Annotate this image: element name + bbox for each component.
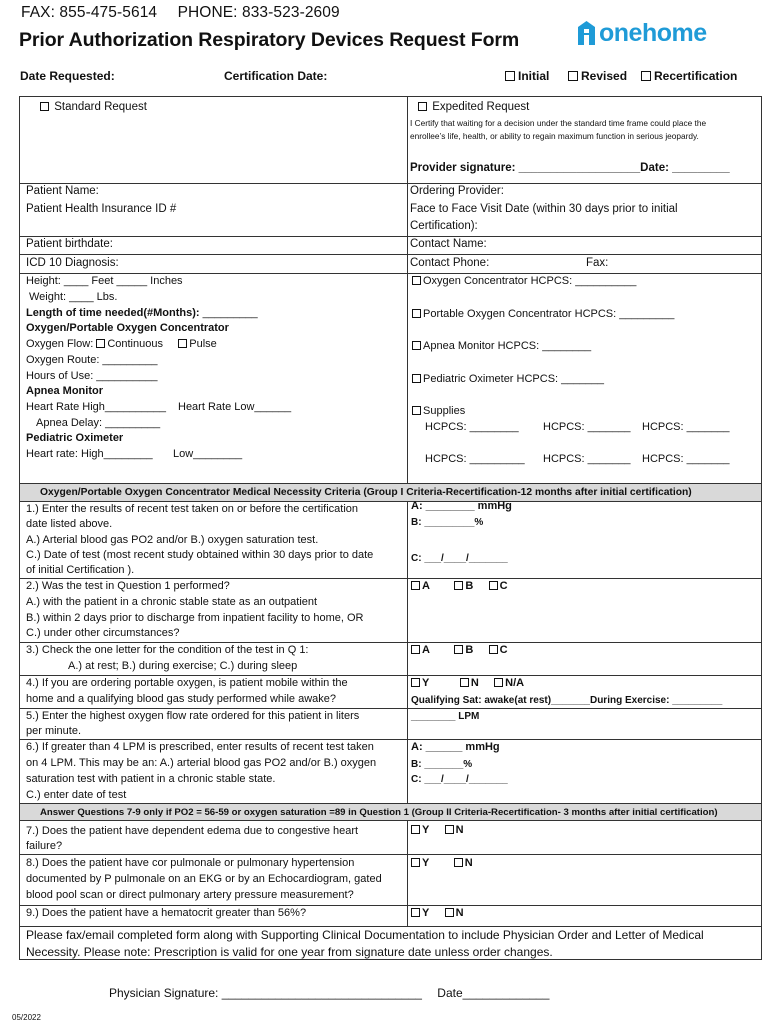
q6-line-2: on 4 LPM. This may be an: A.) arterial blood gas PO2 and/or B.) oxygen <box>26 757 377 769</box>
hours-of-use-field[interactable]: Hours of Use: __________ <box>26 370 158 382</box>
oxygen-route-field[interactable]: Oxygen Route: _________ <box>26 354 158 366</box>
contact-phone-label[interactable]: Contact Phone: <box>410 257 490 269</box>
q5-line-1: 5.) Enter the highest oxygen flow rate ordered for this patient in liters <box>26 710 360 722</box>
q4-na-checkbox[interactable] <box>494 678 503 687</box>
criteria-group-2-header: Answer Questions 7-9 only if PO2 = 56-59 or oxygen saturation =89 in Question 1 (Group II Criteria-Recertification- 3 months after initial certification) <box>40 807 718 818</box>
supplies-hcpcs-4[interactable]: HCPCS: _________ <box>425 453 525 465</box>
pediatric-oximeter-option[interactable]: Pediatric Oximeter HCPCS: _______ <box>412 372 604 388</box>
apnea-monitor-checkbox[interactable] <box>412 341 421 350</box>
supplies-hcpcs-2[interactable]: HCPCS: _______ <box>543 421 631 433</box>
continuous-checkbox[interactable] <box>96 339 105 348</box>
q7-line-2: failure? <box>26 840 63 852</box>
ordering-provider-label[interactable]: Ordering Provider: <box>410 185 504 197</box>
q1-answer-c[interactable]: C: ___/____/_______ <box>411 553 508 564</box>
apnea-monitor-option[interactable]: Apnea Monitor HCPCS: ________ <box>412 339 591 355</box>
supplies-hcpcs-3[interactable]: HCPCS: _______ <box>642 421 730 433</box>
heart-rate-high-field[interactable]: Heart Rate High__________ <box>26 401 167 413</box>
q1-line-4: C.) Date of test (most recent study obtained within 30 days prior to date <box>26 549 374 561</box>
supplies-hcpcs-6[interactable]: HCPCS: _______ <box>642 453 730 465</box>
q8-line-1: 8.) Does the patient have cor pulmonale or pulmonary hypertension <box>26 857 355 869</box>
q6-line-3: saturation test with patient in a chronic stable state. <box>26 773 276 785</box>
q7-yes-checkbox[interactable] <box>411 825 420 834</box>
house-icon <box>578 21 595 45</box>
birthdate-label[interactable]: Patient birthdate: <box>26 238 113 250</box>
criteria-group-1-header: Oxygen/Portable Oxygen Concentrator Medical Necessity Criteria (Group I Criteria-Recertification-12 months after initial certification) <box>40 487 692 498</box>
footer-signature-row <box>109 986 561 1000</box>
insurance-id-label[interactable]: Patient Health Insurance ID # <box>26 203 177 215</box>
q2-b-checkbox[interactable] <box>454 581 463 590</box>
q7-line-1: 7.) Does the patient have dependent edema due to congestive heart <box>26 825 359 837</box>
length-of-time-field[interactable]: Length of time needed(#Months): _________ <box>26 307 258 319</box>
q8-no-checkbox[interactable] <box>454 858 463 867</box>
submission-note: Please fax/email completed form along with Supporting Clinical Documentation to include Physician Order and Letter of Medical Necessity. Please note: Prescription is valid for one year from signature date unless order changes. <box>26 928 704 959</box>
supplies-option[interactable]: Supplies <box>412 404 465 420</box>
oxygen-section-header: Oxygen/Portable Oxygen Concentrator <box>26 322 229 334</box>
recertification-option[interactable]: Recertification <box>641 69 737 83</box>
q2-line-1: 2.) Was the test in Question 1 performed? <box>26 580 230 592</box>
revised-checkbox[interactable] <box>568 71 578 81</box>
expedited-request-option[interactable]: Expedited Request <box>418 100 529 116</box>
meta-row <box>20 69 750 87</box>
fax-label[interactable]: Fax: <box>586 257 609 269</box>
q3-line-2: A.) at rest; B.) during exercise; C.) during sleep <box>68 660 298 672</box>
q8-line-2: documented by P pulmonale on an EKG or by an Echocardiogram, gated <box>26 873 382 885</box>
q9-line: 9.) Does the patient have a hematocrit greater than 56%? <box>26 907 307 919</box>
pediatric-heart-rate-high[interactable]: Heart rate: High________ <box>26 448 153 460</box>
q7-no-checkbox[interactable] <box>445 825 454 834</box>
q1-line-5: of initial Certification ). <box>26 564 135 576</box>
height-field[interactable]: Height: ____ Feet _____ Inches <box>26 275 183 287</box>
q5-lpm-field[interactable]: ________ LPM <box>411 711 480 722</box>
contact-name-label[interactable]: Contact Name: <box>410 238 487 250</box>
standard-request-checkbox[interactable] <box>40 102 49 111</box>
request-form <box>19 96 762 960</box>
signature-date-field[interactable]: Date_____________ <box>437 986 550 1000</box>
q4-no-checkbox[interactable] <box>460 678 469 687</box>
revision-date: 05/2022 <box>12 1013 41 1022</box>
supplies-hcpcs-1[interactable]: HCPCS: ________ <box>425 421 519 433</box>
logo-text: onehome <box>599 18 707 47</box>
face-to-face-date-label[interactable]: Face to Face Visit Date (within 30 days prior to initial <box>410 203 678 215</box>
pulse-checkbox[interactable] <box>178 339 187 348</box>
q3-options[interactable]: A B C <box>411 643 508 659</box>
portable-concentrator-option[interactable]: Portable Oxygen Concentrator HCPCS: _________ <box>412 307 674 323</box>
q1-line-3: A.) Arterial blood gas PO2 and/or B.) oxygen saturation test. <box>26 534 319 546</box>
q2-options[interactable]: A B C <box>411 579 508 595</box>
oxygen-concentrator-option[interactable]: Oxygen Concentrator HCPCS: __________ <box>412 274 636 290</box>
q5-line-2: per minute. <box>26 725 82 737</box>
pediatric-oximeter-checkbox[interactable] <box>412 374 421 383</box>
face-to-face-date-label-2: Certification): <box>410 220 478 232</box>
expedited-request-checkbox[interactable] <box>418 102 427 111</box>
q3-line-1: 3.) Check the one letter for the condition of the test in Q 1: <box>26 644 309 656</box>
supplies-checkbox[interactable] <box>412 406 421 415</box>
q6-line-4: C.) enter date of test <box>26 789 127 801</box>
q3-a-checkbox[interactable] <box>411 645 420 654</box>
phone-number: PHONE: 833-523-2609 <box>177 4 340 21</box>
fax-number: FAX: 855-475-5614 <box>21 4 158 21</box>
q9-no-checkbox[interactable] <box>445 908 454 917</box>
q3-b-checkbox[interactable] <box>454 645 463 654</box>
provider-signature-line[interactable]: Provider signature: ___________________Date: _________ <box>410 162 730 174</box>
certify-statement-2: enrollee’s life, health, or ability to regain maximum function in serious jeopardy. <box>410 131 699 141</box>
q8-options[interactable]: Y N <box>411 856 473 872</box>
certification-date-label: Certification Date: <box>224 69 328 83</box>
q6-answer-c[interactable]: C: ___/____/_______ <box>411 774 508 785</box>
initial-option[interactable]: Initial <box>505 69 549 83</box>
patient-name-label[interactable]: Patient Name: <box>26 185 99 197</box>
weight-field[interactable]: Weight: ____ Lbs. <box>29 291 118 303</box>
certify-statement-1: I Certify that waiting for a decision under the standard time frame could place the <box>410 118 707 128</box>
physician-signature-field[interactable]: Physician Signature: ______________________________ <box>109 986 422 1000</box>
pediatric-section-header: Pediatric Oximeter <box>26 432 124 444</box>
q7-options[interactable]: Y N <box>411 823 464 839</box>
onehome-logo <box>578 17 707 49</box>
q6-answer-a[interactable]: A: ______ mmHg <box>411 741 500 753</box>
recertification-checkbox[interactable] <box>641 71 651 81</box>
heart-rate-low-field[interactable]: Heart Rate Low______ <box>178 401 292 413</box>
apnea-delay-field[interactable]: Apnea Delay: _________ <box>36 417 161 429</box>
q9-yes-checkbox[interactable] <box>411 908 420 917</box>
q4-options[interactable]: Y N N/A <box>411 676 524 692</box>
q4-qualifying-sat[interactable]: Qualifying Sat: awake(at rest)_______During Exercise: _________ <box>411 695 723 706</box>
q2-line-4: C.) under other circumstances? <box>26 627 180 639</box>
q4-line-2: home and a qualifying blood gas study performed while awake? <box>26 693 337 705</box>
q4-yes-checkbox[interactable] <box>411 678 420 687</box>
date-requested-label: Date Requested: <box>20 69 115 83</box>
q2-line-2: A.) with the patient in a chronic stable state as an outpatient <box>26 596 318 608</box>
q2-line-3: B.) within 2 days prior to discharge from inpatient facility to home, OR <box>26 612 364 624</box>
supplies-hcpcs-5[interactable]: HCPCS: _______ <box>543 453 631 465</box>
contact-line <box>21 4 356 22</box>
q1-line-1: 1.) Enter the results of recent test taken on or before the certification <box>26 503 359 515</box>
q8-line-3: blood pool scan or direct pulmonary artery pressure measurement? <box>26 889 354 901</box>
q1-answer-a[interactable]: A: ________ mmHg <box>411 500 512 512</box>
standard-request-option[interactable]: Standard Request <box>40 100 147 116</box>
revised-option[interactable]: Revised <box>568 69 627 83</box>
oxygen-concentrator-checkbox[interactable] <box>412 276 421 285</box>
oxygen-flow-field[interactable]: Oxygen Flow: Continuous Pulse <box>26 338 217 350</box>
icd-diagnosis-label[interactable]: ICD 10 Diagnosis: <box>26 257 119 269</box>
portable-concentrator-checkbox[interactable] <box>412 309 421 318</box>
q2-a-checkbox[interactable] <box>411 581 420 590</box>
q1-answer-b[interactable]: B: _________% <box>411 517 484 528</box>
apnea-section-header: Apnea Monitor <box>26 385 103 397</box>
pediatric-heart-rate-low[interactable]: Low________ <box>173 448 243 460</box>
q1-line-2: date listed above. <box>26 518 113 530</box>
q9-options[interactable]: Y N <box>411 906 464 922</box>
page-title: Prior Authorization Respiratory Devices Request Form <box>19 29 520 51</box>
q6-line-1: 6.) If greater than 4 LPM is prescribed, enter results of recent test taken <box>26 741 374 753</box>
q3-c-checkbox[interactable] <box>489 645 498 654</box>
q4-line-1: 4.) If you are ordering portable oxygen, is patient mobile within the <box>26 677 348 689</box>
initial-checkbox[interactable] <box>505 71 515 81</box>
q8-yes-checkbox[interactable] <box>411 858 420 867</box>
q2-c-checkbox[interactable] <box>489 581 498 590</box>
q6-answer-b[interactable]: B: _______% <box>411 759 473 770</box>
